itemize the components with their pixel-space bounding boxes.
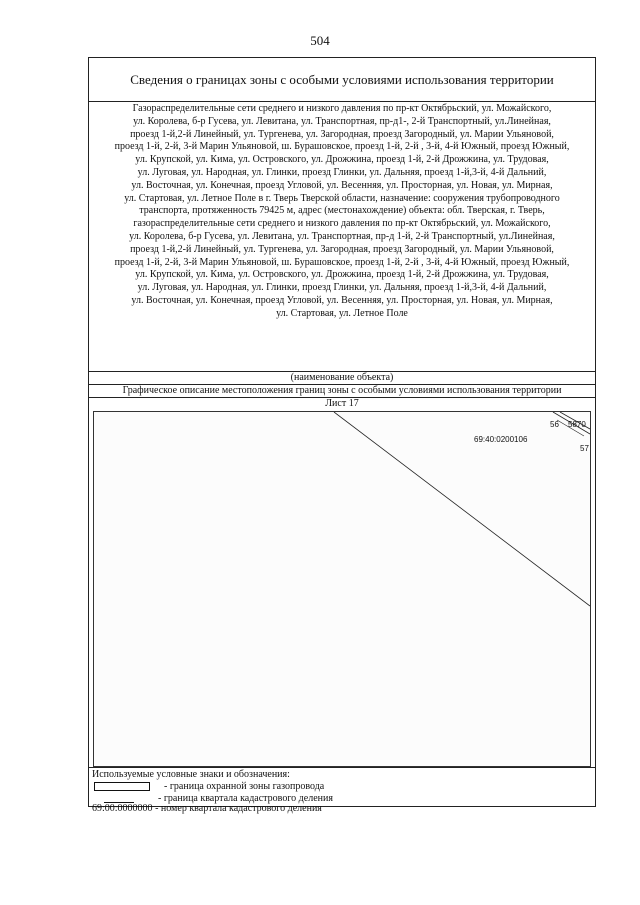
description-line: ул. Королева, б-р Гусева, ул. Левитана, ул. Транспортная, пр-д 1-й, 2-й Транспортный, ул.Линейная, xyxy=(129,230,555,242)
section-title: Сведения о границах зоны с особыми условиями использования территории xyxy=(89,58,595,102)
graphic-description-title: Графическое описание местоположения границ зоны с особыми условиями использования территории xyxy=(89,385,595,398)
description-line: газораспределительные сети среднего и низкого давления по пр-кт Октябрьский, ул. Можайского, xyxy=(133,218,551,230)
page-number: 504 xyxy=(310,33,330,48)
legend-text: - граница квартала кадастрового деления xyxy=(158,793,333,804)
map-area xyxy=(93,411,591,767)
description-line: проезд 1-й, 2-й, 3-й Марин Ульяновой, ш. Бурашовское, проезд 1-й, 2-й , 3-й, 4-й Южный, проезд Южный, xyxy=(114,141,570,153)
description-line: ул. Крупской, ул. Кима, ул. Островского, ул. Дрожжина, проезд 1-й, 2-й Дрожжина, ул. Трудовая, xyxy=(135,154,549,166)
legend-item xyxy=(92,803,322,815)
description-line: ул. Луговая, ул. Народная, ул. Глинки, проезд Глинки, ул. Дальняя, проезд 1-й,3-й, 4-й Дальний, xyxy=(137,166,547,178)
cadastral-boundary-line xyxy=(334,412,590,606)
description-line: проезд 1-й,2-й Линейный, ул. Тургенева, ул. Загородная, проезд Загородный, ул. Марии Ульяновой, xyxy=(130,128,554,140)
point-label: 57 xyxy=(580,444,589,453)
description-line: ул. Стартовая, ул. Летное Поле xyxy=(276,307,408,319)
object-name-caption: (наименование объекта) xyxy=(89,372,595,385)
description-line: Газораспределительные сети среднего и низкого давления по пр-кт Октябрьский, ул. Можайского, xyxy=(132,103,552,114)
object-description xyxy=(89,102,595,372)
cadastral-number-label: 69:40:0200106 xyxy=(474,435,528,444)
description-line: ул. Луговая, ул. Народная, ул. Глинки, проезд Глинки, ул. Дальняя, проезд 1-й,3-й, 4-й Дальний, xyxy=(137,282,547,294)
description-line: проезд 1-й, 2-й, 3-й Марин Ульяновой, ш. Бурашовское, проезд 1-й, 2-й , 3-й, 4-й Южный, проезд Южный, xyxy=(114,256,570,268)
cadastral-number-symbol: 69:00:0000000 xyxy=(92,803,153,814)
zone-boundary-symbol xyxy=(94,782,150,791)
point-label: 56 xyxy=(550,420,559,429)
description-line: проезд 1-й,2-й Линейный, ул. Тургенева, ул. Загородная, проезд Загородный, ул. Марии Ульяновой, xyxy=(130,243,554,255)
legend-item xyxy=(92,781,592,793)
description-line: ул. Восточная, ул. Конечная, проезд Угловой, ул. Весенняя, ул. Просторная, ул. Новая, ул. Мирная, xyxy=(131,179,553,191)
sheet-label: Лист 17 xyxy=(325,398,359,409)
description-line: ул. Восточная, ул. Конечная, проезд Угловой, ул. Весенняя, ул. Просторная, ул. Новая, ул. Мирная, xyxy=(131,294,553,306)
legend-text: - граница охранной зоны газопровода xyxy=(164,781,325,792)
document-frame xyxy=(88,57,596,814)
description-line: ул. Королева, б-р Гусева, ул. Левитана, ул. Транспортная, пр-д1-, 2-й Транспортный, ул.Линейная, xyxy=(133,115,551,127)
map-drawing xyxy=(94,412,590,766)
legend-title: Используемые условные знаки и обозначения: xyxy=(92,769,290,780)
description-line: транспорта, протяженность 79425 м, адрес (местонахождение) объекта: обл. Тверская, г. Тверь, xyxy=(139,205,545,217)
legend-text: - номер квартала кадастрового деления xyxy=(155,803,322,814)
description-line: ул. Крупской, ул. Кима, ул. Островского, ул. Дрожжина, проезд 1-й, 2-й Дрожжина, ул. Трудовая, xyxy=(135,269,549,281)
legend xyxy=(89,767,595,808)
point-label: 5870 xyxy=(568,420,586,429)
description-line: ул. Стартовая, ул. Летное Поле в г. Тверь Тверской области, назначение: сооружения трубопроводного xyxy=(124,192,560,204)
